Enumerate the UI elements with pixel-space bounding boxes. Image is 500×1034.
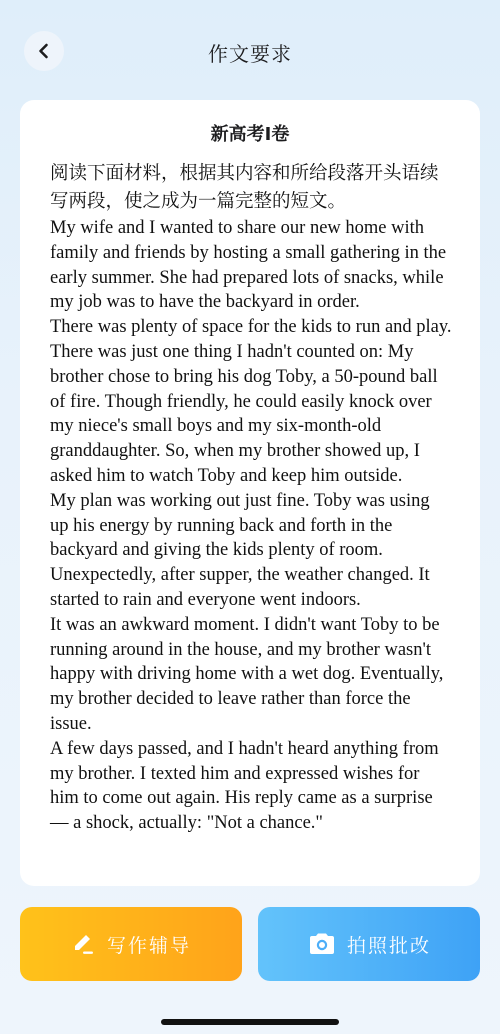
essay-requirement-card	[20, 100, 480, 886]
card-title: 新高考Ⅰ卷	[210, 124, 290, 145]
passage-paragraph: A few days passed, and I hadn't heard anything from my brother. I texted him and expressed wishes for him to come out again. His reply came as a surprise — a shock, actually: "Not a chance."	[50, 738, 439, 834]
write-assist-button[interactable]	[20, 907, 242, 981]
instruction-text: 阅读下面材料，根据其内容和所给段落开头语续写两段，使之成为一篇完整的短文。	[50, 163, 439, 212]
write-assist-label: 写作辅导	[106, 934, 191, 957]
photo-grade-button[interactable]	[258, 907, 480, 981]
passage-paragraph: My plan was working out just fine. Toby was using up his energy by running back and forth in the backyard and giving the kids plenty of room. Unexpectedly, after supper, the weather changed. It started to rain and everyone went indoors.	[50, 490, 430, 610]
page-title: 作文要求	[208, 42, 292, 66]
pencil-icon	[71, 932, 97, 956]
bottom-action-bar	[0, 905, 500, 985]
passage-paragraph: My wife and I wanted to share our new home with family and friends by hosting a small gathering in the early summer. She had prepared lots of snacks, while my job was to have the backyard in order.	[50, 218, 447, 313]
passage-paragraph: It was an awkward moment. I didn't want Toby to be running around in the house, and my brother wasn't happy with driving home with a wet dog. Eventually, my brother decided to leave rather than force the issue.	[50, 614, 444, 734]
header	[0, 0, 500, 100]
photo-grade-label: 拍照批改	[346, 934, 431, 957]
home-indicator	[161, 1019, 339, 1025]
camera-icon	[307, 932, 337, 956]
passage	[50, 216, 452, 836]
passage-paragraph: There was plenty of space for the kids to run and play. There was just one thing I hadn't counted on: My brother chose to bring his dog Toby, a 50-pound ball of fire. Though friendly, he could easily knock over my niece's small boys and my six-month-old granddaughter. So, when my brother showed up, I asked him to watch Toby and keep him outside.	[50, 317, 452, 486]
